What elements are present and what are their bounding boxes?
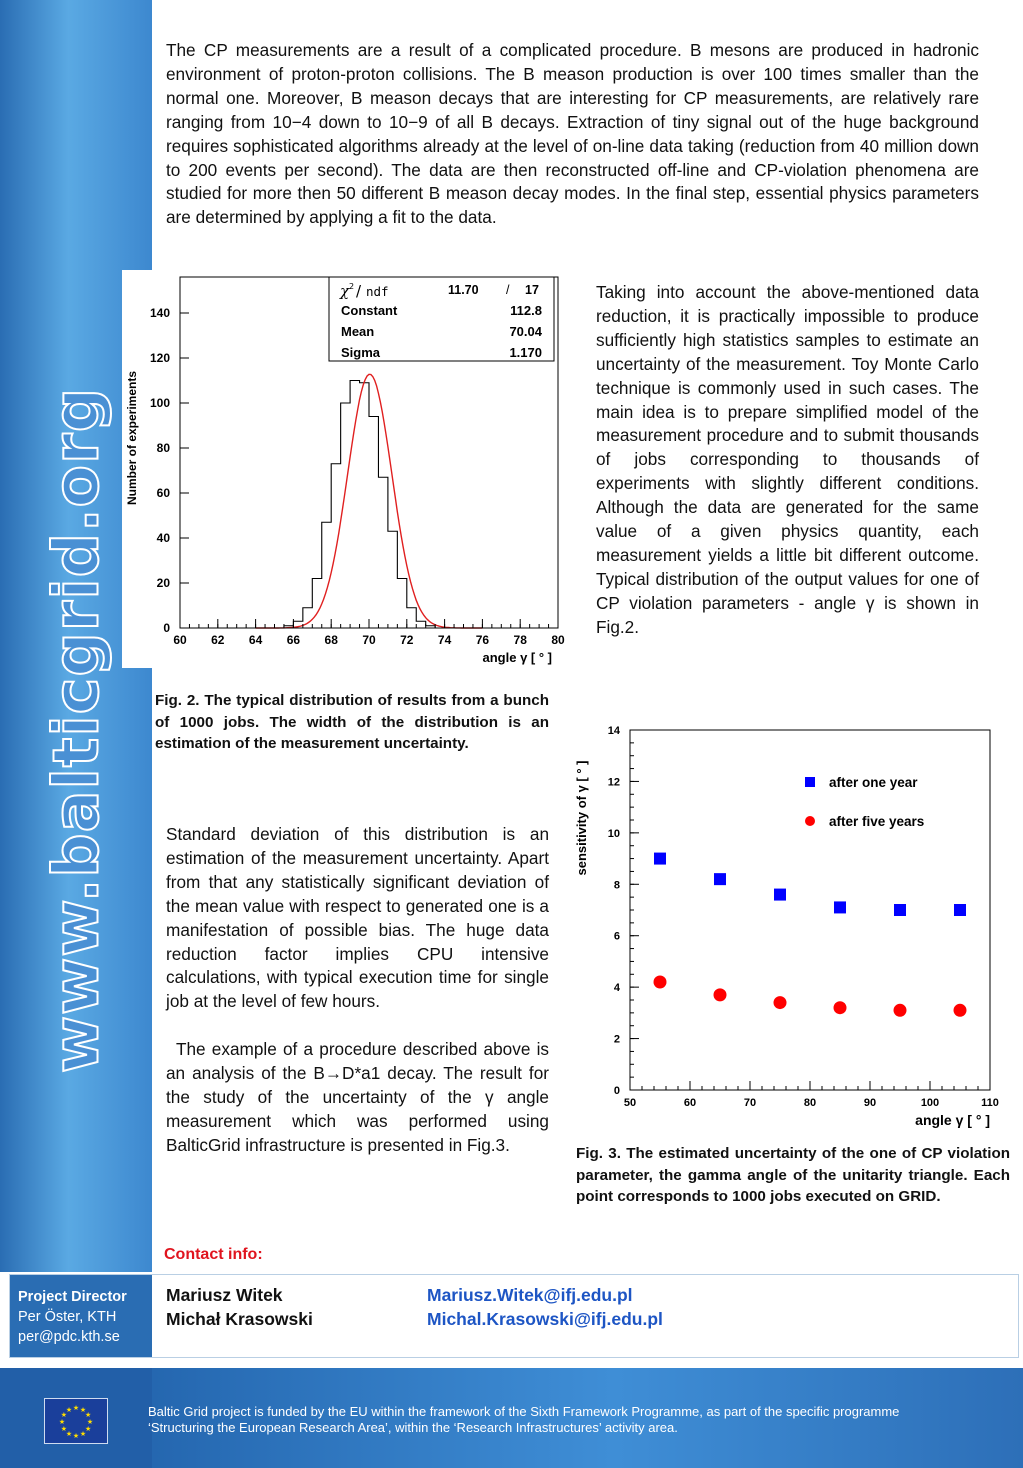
series-one-year-point [774, 889, 786, 901]
site-url-vertical: www.balticgrid.org [39, 386, 113, 1074]
svg-text:/: / [356, 282, 362, 300]
series-five-years-point [954, 1004, 967, 1017]
svg-text:2: 2 [349, 282, 355, 291]
eu-star: ★ [84, 1425, 92, 1433]
project-director-panel [10, 1275, 152, 1357]
series-one-year-point [834, 901, 846, 913]
stat-label: Mean [341, 324, 375, 339]
stat-value: 70.04 [509, 324, 542, 339]
eu-star: ★ [72, 1432, 80, 1440]
fig3-sensitivity-chart [568, 718, 1014, 1136]
fig2-y-tick-label: 140 [149, 306, 170, 320]
eu-star: ★ [65, 1430, 73, 1439]
chi2-value: 11.70 [448, 283, 479, 297]
legend-one-year-marker [805, 777, 815, 787]
right-paragraph: Taking into account the above-mentioned data reduction, it is practically impossible to produce sufficiently high statistics samples to estimate an uncertainty of the measurement. Toy Monte Carlo technique is commonly used in such cases. The main idea is to prepare simplified model of the measurement procedure and to submit thousands of jobs corresponding to thousands of experiments with slightly different conditions. Although the data are generated for the same value of a given physics quantity, each measurement yields a little bit different outcome. Typical distribution of the output values for one of CP violation parameters - angle γ is shown in Fig.2. [596, 282, 979, 637]
fig2-y-tick-label: 40 [156, 531, 170, 545]
stat-value: 1.170 [509, 345, 542, 360]
fit-stats-box [329, 277, 554, 361]
fig2-y-tick-label: 60 [156, 486, 170, 500]
fig3-caption: Fig. 3. The estimated uncertainty of the one of CP violation parameter, the gamma angle of the unitarity triangle. Each point corresponds to 1000 jobs executed on GRID. [576, 1145, 1010, 1206]
fig2-x-tick-label: 68 [324, 633, 338, 647]
eu-star: ★ [72, 1404, 80, 1412]
fig2-y-tick-label: 0 [163, 621, 170, 635]
left-paragraph-1: Standard deviation of this distribution is an estimation of the measurement uncertainty. Apart from that any statistically significant deviation of the mean value with respect to generated one is a manifestation of possible bias. The huge data reduction factor implies CPU intensive calculations, with typical execution time for single job at the level of few hours. [166, 824, 549, 1012]
director-label: Project Director [18, 1289, 127, 1305]
eu-flag-icon [44, 1398, 108, 1444]
fig3-x-tick-label: 90 [863, 1097, 877, 1109]
contact-title: Contact info: [164, 1246, 263, 1263]
svg-text:χ: χ [340, 282, 350, 300]
contact-name-2: Michał Krasowski [166, 1309, 313, 1329]
fig3-x-label: angle γ [ ° ] [915, 1112, 990, 1128]
fig2-histogram-chart [122, 270, 568, 668]
fig2-x-tick-label: 78 [513, 633, 527, 647]
fig3-y-tick-label: 8 [613, 879, 620, 892]
fig2-x-tick-label: 80 [551, 633, 565, 647]
series-five-years-point [654, 976, 667, 989]
fig3-x-tick-label: 110 [981, 1097, 999, 1109]
fig2-x-tick-label: 66 [286, 633, 301, 647]
legend-one-year-label: after one year [829, 775, 918, 790]
eu-star: ★ [79, 1405, 87, 1414]
director-email: per@pdc.kth.se [18, 1329, 120, 1345]
eu-star: ★ [60, 1411, 68, 1419]
fig2-y-label: Number of experiments [125, 370, 139, 506]
fig3-x-tick-label: 70 [743, 1097, 757, 1109]
legend-five-years-label: after five years [829, 814, 925, 829]
fig3-x-tick-label: 60 [683, 1097, 697, 1109]
fig2-y-tick-label: 120 [149, 351, 170, 365]
eu-star: ★ [84, 1411, 92, 1419]
stat-label: Sigma [341, 345, 381, 360]
stat-value: 112.8 [510, 303, 542, 318]
series-five-years-point [774, 996, 787, 1009]
fig2-x-tick-label: 60 [173, 633, 187, 647]
series-one-year-point [954, 904, 966, 916]
footer-funding-text: Baltic Grid project is funded by the EU within the framework of the Sixth Framework Programme, as part of the specific programme ‘Structuring the European Research Area’, within the ‘Research Infrastructures’ activity area. [148, 1404, 900, 1435]
footer [0, 1368, 1023, 1468]
series-one-year-point [714, 873, 726, 885]
fig2-x-tick-label: 70 [362, 633, 376, 647]
left-paragraph-2: The example of a procedure described above is an analysis of the B→D*a1 decay. The result for the study of the uncertainty of the γ angle measurement which was performed using BalticGrid infrastructure is presented in Fig.3. [166, 1039, 549, 1155]
series-five-years-point [894, 1004, 907, 1017]
fig2-x-label: angle γ [ ° ] [482, 650, 552, 665]
legend-five-years-marker [805, 816, 815, 826]
eu-star: ★ [79, 1430, 87, 1439]
ndf-value: 17 [525, 283, 539, 297]
fig3-y-tick-label: 14 [607, 725, 620, 737]
fig3-y-label: sensitivity of γ [ ° ] [574, 760, 589, 876]
series-one-year-point [654, 853, 666, 865]
chi2-separator: / [506, 283, 510, 297]
series-five-years-point [834, 1001, 847, 1014]
fig2-x-tick-label: 74 [437, 633, 452, 647]
fig2-x-tick-label: 72 [400, 633, 414, 647]
series-five-years-point [714, 988, 727, 1001]
fig2-y-tick-label: 80 [156, 441, 170, 455]
fig3-x-tick-label: 80 [803, 1097, 817, 1109]
fig3-y-tick-label: 0 [613, 1085, 620, 1097]
fig2-x-tick-label: 76 [475, 633, 490, 647]
contact-email-1[interactable]: Mariusz.Witek@ifj.edu.pl [427, 1285, 633, 1305]
fig2-x-tick-label: 62 [211, 633, 225, 647]
intro-paragraph: The CP measurements are a result of a complicated procedure. B mesons are produced in hadronic environment of proton-proton collisions. The B meason production is over 100 times smaller than the normal one. Moreover, B meason decays that are interesting for CP measurements, are relatively rare ranging from 10−4 down to 10−9 of all B decays. Extraction of tiny signal out of the huge background requires sophisticated algorithms already at the level of on-line data taking (reduction from 40 million down to 200 events per second). The data are then reconstructed off-line and CP-violation phenomena are studied for more then 50 different B meason decay modes. In the final step, essential physics parameters are determined by applying a fit to the data. [166, 40, 979, 228]
director-name: Per Öster, KTH [18, 1309, 117, 1325]
fig3-y-tick-label: 6 [613, 930, 620, 943]
fig2-y-tick-label: 100 [149, 396, 170, 410]
fig3-y-tick-label: 10 [607, 827, 620, 840]
fig3-y-tick-label: 4 [613, 982, 620, 995]
fig2-x-tick-label: 64 [248, 633, 263, 647]
contact-name-1: Mariusz Witek [166, 1285, 283, 1305]
fig3-x-tick-label: 50 [623, 1097, 637, 1109]
fig2-caption: Fig. 2. The typical distribution of results from a bunch of 1000 jobs. The width of the distribution is an estimation of the measurement uncertainty. [155, 692, 549, 753]
stat-label: Constant [341, 303, 398, 318]
fig3-y-tick-label: 12 [607, 776, 620, 789]
eu-star: ★ [58, 1418, 66, 1426]
fig3-y-tick-label: 2 [613, 1033, 620, 1046]
eu-star: ★ [65, 1405, 73, 1414]
fig3-x-tick-label: 100 [920, 1097, 940, 1109]
eu-star: ★ [60, 1425, 68, 1433]
fig2-y-tick-label: 20 [156, 576, 170, 590]
series-one-year-point [894, 904, 906, 916]
eu-star: ★ [86, 1418, 94, 1426]
chi2-ndf-label: ndf [366, 284, 389, 299]
contact-email-2[interactable]: Michal.Krasowski@ifj.edu.pl [427, 1309, 663, 1329]
